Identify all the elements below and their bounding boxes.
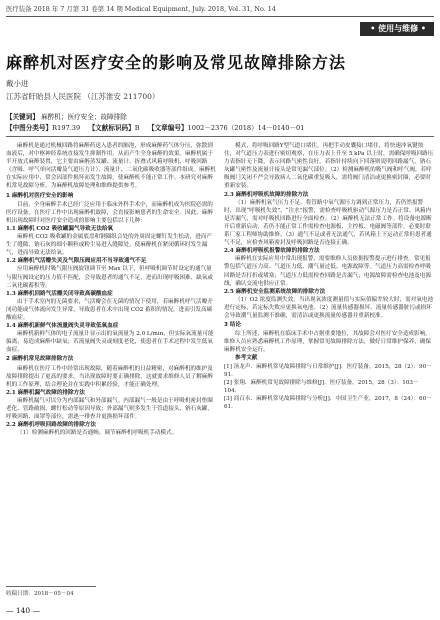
doc-code-value: B bbox=[134, 124, 140, 132]
clc-label: 【中图分类号】 bbox=[6, 124, 53, 132]
page-header bbox=[0, 0, 440, 22]
subsection-heading: 2.3 麻醉机呼吸机故障的排除方法 bbox=[224, 191, 309, 198]
article-title: 麻醉机对医疗安全的影响及常见故障排除方法 bbox=[6, 53, 347, 72]
body-paragraph: 麻醉机 CO2 吸收罐的金属底盘和钢圈组合处的外周固定螺钉发生松动，进而产生了缝隙，钠石灰的细小颗粒或粉尘易进入缝隙处，使麻醉机在紧闭循环时发生漏气，进而导致无法给氧。 bbox=[6, 234, 212, 257]
body-paragraph: 由于手术室内的无菌要求，气活瓣会在无菌的情况下使用，若麻醉机呼气活瓣开闭功能或气体流向发生异常，导致患者在术中出现 CO2 蓄积的情况，进而引发高碳酸血症。 bbox=[6, 298, 213, 321]
section-heading: 1 麻醉机对医疗安全的影响 bbox=[6, 192, 74, 199]
body-paragraph: （1）检测麻醉机的回路是否通畅，调节麻醉机呼吸机手动模式。 bbox=[17, 430, 178, 437]
subsection-heading: 2.4 麻醉机呼吸机报警故障的排除方法 bbox=[224, 248, 320, 255]
subsection-heading: 2.1 麻醉机漏气故障的排除方法 bbox=[6, 389, 85, 396]
reference-item: [2] 张翔．麻醉机常见故障排除与维修[J]．医疗装备，2015，28（3）：103－104． bbox=[224, 379, 419, 394]
subsection-heading: 1.4 麻醉机新鲜气体流量阀失灵导致低氧血症 bbox=[6, 323, 119, 330]
page-number: — 140 — bbox=[6, 606, 41, 615]
body-paragraph: （1）麻醉机氧气压力不足。将管路中氧气源压力调到正常压力，若仍然报警时，出现“呼吸机失效”、“注水”报警，需检查呼吸机驱动气源压力是否正常、风箱内是否漏气，需对呼吸机回路进行全面检查。（2）麻醉机无法正常工作。将设备电源断开后重新启动，若仍不能正常工作需检查电源板、主控板、电磁阀等部件，必要时联系厂家工程师协助维修。（3）通气不足或者无法通气，若风箱上下运动正常但患者通气不足，应检查风箱密封及呼吸回路是否连接正确。 bbox=[224, 199, 432, 247]
body-paragraph: 综上所述，麻醉机在临床手术中占据重要地位，其故障会对医疗安全造成影响。维修人员应熟悉麻醉机工作原理，掌握常见故障排除方法，做好日常维护保养，确保麻醉机安全运行。 bbox=[224, 331, 431, 354]
body-paragraph: 麻醉机在实际应用中常出现报警，需要维修人员依据报警提示进行排查。常见报警包括气道压力高、气道压力低、潮气量过低、电源故障等。气道压力高需检查呼吸回路是否打折或堵塞；气道压力低需检查回路是否漏气；电源故障需检查电池及电源线，确认交流电供应正常。 bbox=[224, 256, 431, 287]
left-column bbox=[6, 142, 216, 437]
body-paragraph: （1）O2 浓度监测失效。当出现氧浓度测量值与实际值偏差较大时，需对氧电池进行定标，若定标失败应更换氧电池。（2）流量传感器损坏。流量传感器脏污或损坏会导致潮气量监测不准确，需清洁或更换流量传感器并重新校准。 bbox=[224, 296, 434, 319]
reference-item: [1] 汤龙声．麻醉机常见故障排除与日常维护[J]．医疗装备，2015，28（2）：90－91． bbox=[224, 363, 432, 378]
subsection-heading: 1.2 麻醉机气活瓣失灵及气限压阀应用不当导致通气不足 bbox=[6, 258, 147, 265]
article-id-value: 1002－2376（2018）14－0140－01 bbox=[187, 124, 305, 132]
subsection-heading: 1.3 麻醉机回路气活瓣关闭导致高碳酸血症 bbox=[6, 290, 113, 297]
intro-paragraph: 麻醉机是通过机械回路将麻醉药送入患者的肺泡，形成麻醉药气体分压，弥散到血液后，对中枢神经系统直接发生抑制作用，从而产生全身麻醉的效果。麻醉机属于半开放式麻醉装置，它主要由麻醉蒸发罐、流量计、折叠式风箱呼吸机、呼吸回路（含吸、呼气单向活瓣及气道压力计），流量计、二氧化碳吸收器等部件组成。麻醉机在实际应用中，常会因部件损坏而发生故障，使麻醉机不能正常工作。本研究对麻醉机常见故障分析，为麻醉机故障处理和维修提供参考。 bbox=[6, 143, 216, 190]
article-id-label: 【文章编号】 bbox=[148, 124, 188, 132]
body-paragraph: 应用麻醉机时吸气限压阀旋钮调节至 Max 以下，但呼吸机调节时设定的通气量与限压阀设定的压力值不匹配，会导致患者的通气不足，进而出现呼吸困难、缺氧或二氧化碳蓄积等。 bbox=[6, 266, 213, 289]
footnote-divider bbox=[6, 586, 96, 587]
article-metadata bbox=[6, 112, 434, 134]
section-heading: 3 结论 bbox=[224, 322, 242, 329]
section-heading: 2 麻醉机常见故障排除方法 bbox=[6, 356, 74, 363]
body-paragraph: 麻醉机在医疗工作中经常出现故障，随着麻醉机的日益精密，对麻醉机的维护及故障排除提出了更高的要求。当出现故障时要正确排除，这就要求维修人员了解麻醉机的工作原理，结合理论并在实践中积累经验，才能正确处理。 bbox=[6, 365, 213, 388]
references-list bbox=[224, 363, 434, 412]
body-paragraph: 目前，全身麻醉手术已经广泛应用于临床外科手术中，而麻醉机成为医院必需的医疗设备。在医疗工作中出现麻醉机故障，会直接影响患者的生命安全。因此，麻醉机出现故障时对医疗安全造成的影响主要包括以下几种： bbox=[6, 201, 213, 224]
journal-info: 医疗装备 2018 年 7 月第 31 卷第 14 期 Medical Equipment, July. 2018, Vol. 31, No. 14 bbox=[6, 5, 276, 13]
reference-item: [3] 商百永．麻醉机常见故障排除与分析[J]．中国卫生产业，2017，8（24）：60－61． bbox=[224, 395, 432, 410]
keywords-row bbox=[6, 112, 434, 123]
keywords-value: 麻醉机；医疗安全；故障排除 bbox=[41, 113, 127, 121]
body-paragraph: 麻醉机漏气可以分为内部漏气和外部漏气。内部漏气一般是由于呼吸机密封垫圈老化、管路破损、螺钉松动等原因导致；外部漏气则多发生于管道接头、钠石灰罐、呼吸回路、面罩等部位，需逐一排查并更换损坏部件。 bbox=[6, 397, 213, 421]
doc-code-label: 【文献标识码】 bbox=[88, 124, 135, 132]
subsection-heading: 2.2 麻醉机呼吸回路故障的排除方法 bbox=[6, 422, 96, 429]
references-heading: 参考文献 bbox=[235, 355, 258, 362]
body-paragraph: 麻醉机新鲜气体的电子流量计显示出的氧流量为 2.0 L/min，但实际氧流量可能偏离，易造成麻醉中缺氧；若流量阀失灵或刻度老化，使患者在手术过程中发生低氧血症。 bbox=[6, 331, 214, 354]
keywords-label: 【关键词】 bbox=[6, 113, 39, 121]
section-tag: • 使用与维修 • bbox=[360, 22, 434, 36]
right-column bbox=[224, 142, 434, 411]
body-paragraph: 模式，将呼吸回路Y型气道口堵住，再把手动皮囊接口堵住，将快速冲氧键按住，对气道压力表进行密切观察，在压力表上升至 5 kPa 以上时，需确保呼吸回路压力表指针无下降，表示回路气密性良好。若指针持续向下回落则说明回路漏气，钠石灰罐气密性及流量计接头是常见漏气部位。（2）检测麻醉机的吸气阀和呼气阀，若呼吸阀门关闭不严会导致病人二氧化碳重复吸入，需将阀门清洁或更换密封圈，必要时重新安装。 bbox=[224, 143, 434, 190]
author-affiliation: 江苏省盱眙县人民医院 （江苏淮安 211700） bbox=[6, 92, 160, 101]
header-divider bbox=[6, 16, 434, 17]
metadata-divider bbox=[6, 136, 434, 137]
clc-value: R197.39 bbox=[52, 124, 81, 132]
classification-row bbox=[6, 123, 434, 134]
subsection-heading: 1.1 麻醉机 CO2 吸收罐漏气导致无法给氧 bbox=[6, 225, 114, 232]
subsection-heading: 2.5 麻醉机安全监测系统故障的排除方法 bbox=[224, 288, 326, 295]
author-name: 戴小进 bbox=[6, 79, 29, 88]
received-date: 收稿日期：2018－05－04 bbox=[6, 591, 74, 597]
